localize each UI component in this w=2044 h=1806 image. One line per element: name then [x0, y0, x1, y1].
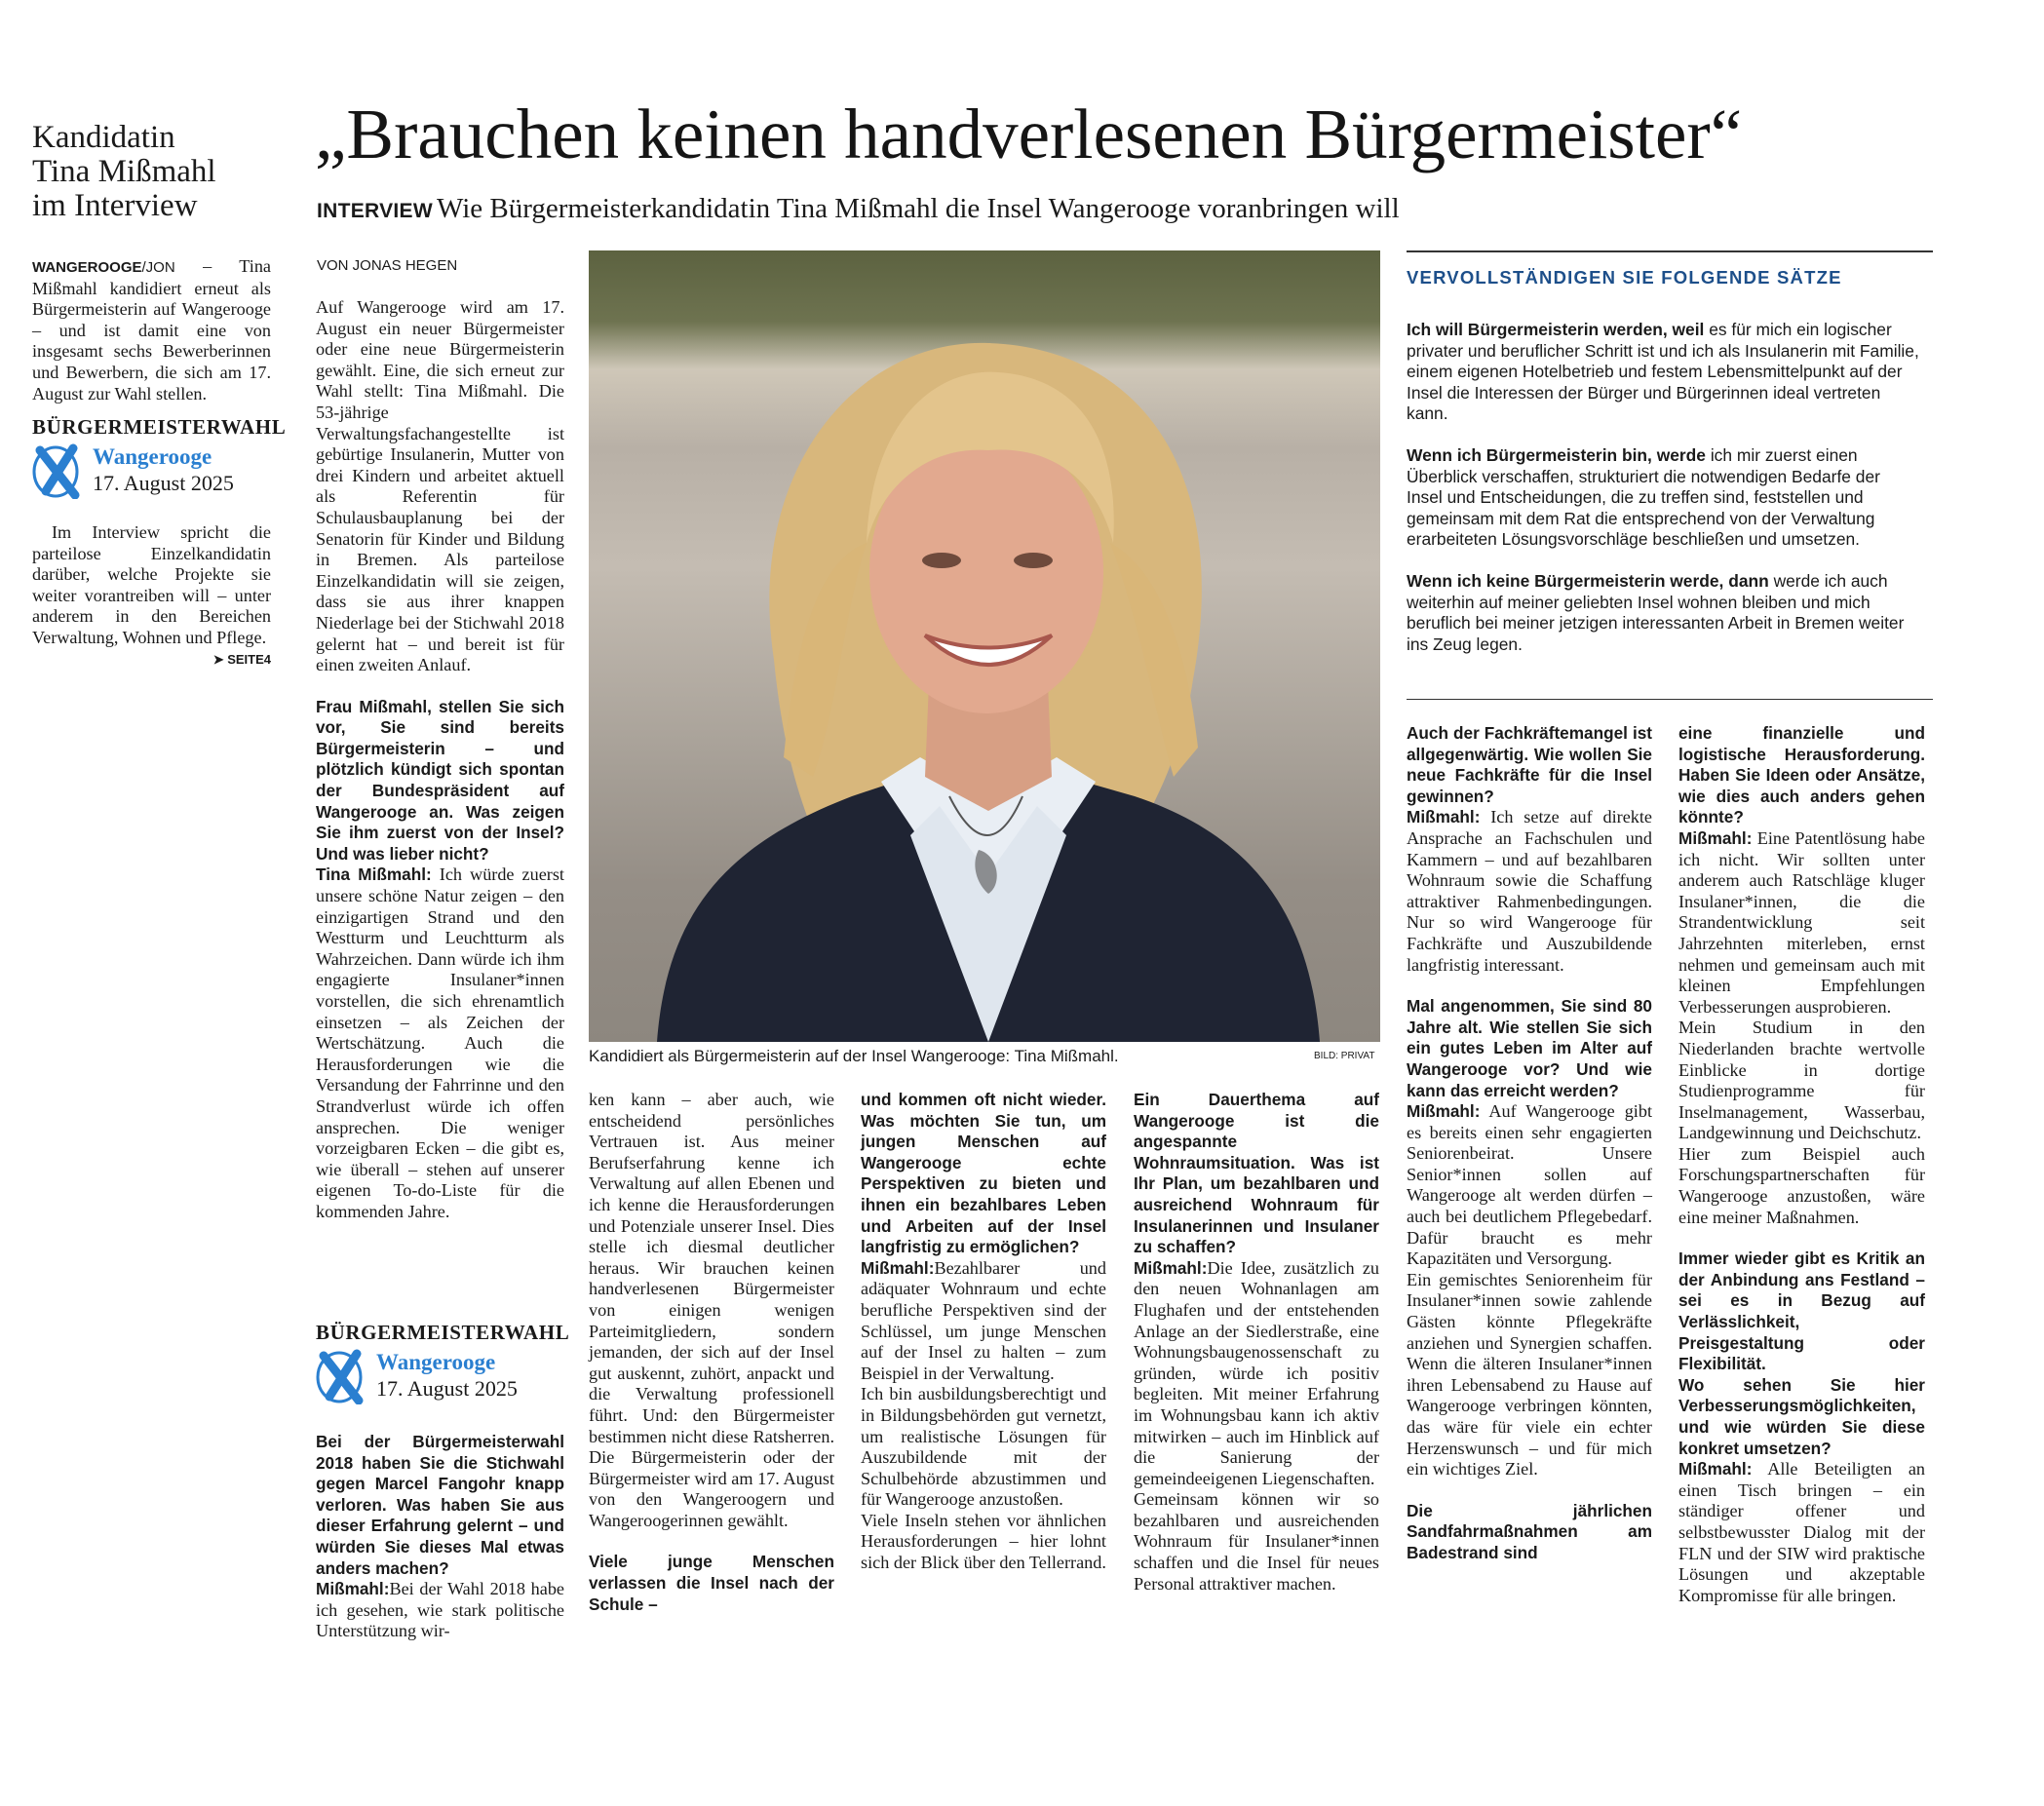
speaker: Tina Mißmahl:: [316, 865, 432, 885]
sidebar-title: [32, 121, 256, 223]
author-tag: /JON: [141, 259, 175, 276]
election-logo: [316, 1321, 570, 1408]
question: Wo sehen Sie hier Verbesserungsmöglichkeiten, und wie würden Sie diese konkret umsetzen?: [1678, 1374, 1925, 1458]
logo-place: Wangerooge: [376, 1350, 496, 1374]
speaker: Mißmahl:: [1407, 1101, 1481, 1122]
sidebar-teaser: [32, 256, 271, 404]
article-column-4: [1134, 1090, 1379, 1595]
article-column-2: [589, 1090, 834, 1615]
article-column-6: [1678, 723, 1925, 1606]
speaker: Mißmahl:: [316, 1579, 390, 1599]
article-column-3: [861, 1090, 1106, 1574]
answer: [861, 1258, 1106, 1385]
answer-text: Ich bin ausbildungsberechtigt und in Bildungsbehörden gut vernetzt, um realistische Lösungen für Auszubildende mit der Schulbehörde abzustimmen und für Wangerooge anzustoßen.: [861, 1384, 1106, 1510]
question: Die jährlichen Sandfahrmaßnahmen am Badestrand sind: [1407, 1500, 1652, 1562]
sentence-item: [1407, 320, 1920, 425]
answer-text: Alle Beteiligten an einen Tisch bringen – ein ständiger offener und selbstbewusster Dialog mit der FLN und der SIW wird praktische Lösungen und akzeptable Kompromisse für alle bringen.: [1678, 1459, 1925, 1605]
sidebar-title-line: im Interview: [32, 188, 198, 223]
question: Auch der Fachkräftemangel ist allgegenwärtig. Wie wollen Sie neue Fachkräfte für die Insel gewinnen?: [1407, 723, 1652, 806]
answer: [316, 865, 564, 1222]
speaker: Mißmahl:: [1678, 1459, 1753, 1479]
question: und kommen oft nicht wieder. Was möchten Sie tun, um jungen Menschen auf Wangerooge echte Perspektiven zu bieten und ihnen ein bezahlbares Leben und Arbeiten auf der Insel langfristig zu ermöglichen?: [861, 1090, 1106, 1257]
answer-text: Bezahlbarer und adäquater Wohnraum und echte berufliche Perspektiven sind der Schlüssel, um junge Menschen auf der Insel zu halten – zum Beispiel in der Verwaltung.: [861, 1257, 1106, 1383]
sentence-item: [1407, 445, 1920, 551]
answer-text: Ich setze auf direkte Ansprache an Fachschulen und Kammern – und auf bezahlbaren Wohnraum sowie die Schaffung attraktiver Rahmenbedingungen. Nur so wird Wangerooge für Fachkräfte und Auszubildende langfristig interessant.: [1407, 807, 1652, 975]
sentence-lead: Wenn ich keine Bürgermeisterin werde, dann: [1407, 570, 1769, 591]
answer-text: Ich würde zuerst unsere schöne Natur zeigen – den einzigartigen Strand und den Westturm und Leuchtturm als Wahrzeichen. Dann würde ich ihm engagierte Insulaner*innen vorstellen, die sich ehrenamtlich einsetzen – als Zeichen der Wertschätzung. Auch die Herausforderungen wie die Versandung der Fahrrinne und den Strandverlust würde ich offen ansprechen. Die weniger vorzeigbaren Ecken – die gibt es, wie überall – stehen auf unserer eigenen To-do-Liste für die kommenden Jahre.: [316, 865, 564, 1221]
question: Frau Mißmahl, stellen Sie sich vor, Sie sind bereits Bürgermeisterin – und plötzlich kündigt sich spontan der Bundespräsident auf Wangerooge an. Was zeigen Sie ihm zuerst von der Insel? Und was lieber nicht?: [316, 696, 564, 864]
answer-text: Eine Patentlösung habe ich nicht. Wir sollten unter anderem auch Ratschläge kluger Insulaner*innen, die die Strandentwicklung seit Jahrzehnten miterleben, ernst nehmen und gemeinsam auch mit kleinen Empfehlungen Verbesserungen ausprobieren.: [1678, 827, 1925, 1017]
photo-credit: BILD: PRIVAT: [1314, 1051, 1375, 1061]
logo-date: 17. August 2025: [376, 1376, 518, 1401]
answer-text: Hier zum Beispiel auch Forschungspartnerschaften für Wangerooge anzustoßen, wäre eine meiner Maßnahmen.: [1678, 1143, 1925, 1227]
logo-title: BÜRGERMEISTERWAHL: [32, 415, 287, 439]
portrait-illustration: [589, 250, 1380, 1042]
question: eine finanzielle und logistische Herausforderung. Haben Sie Ideen oder Ansätze, wie dies auch anders gehen könnte?: [1678, 723, 1925, 827]
byline: VON JONAS HEGEN: [317, 257, 458, 274]
answer-text: Ein gemischtes Seniorenheim für Insulaner*innen sowie zahlende Gästen könnte Pflegekräfte anziehen und Synergien schaffen. Wenn die älteren Insulaner*innen ihren Lebensabend zu Hause auf Wangerooge verbringen könnten, das wäre für viele ein echter Herzenswunsch – und für mich ein wichtiges Ziel.: [1407, 1269, 1652, 1479]
answer: [1407, 1101, 1652, 1270]
answer: [1678, 828, 1925, 1018]
speaker: Mißmahl:: [1678, 827, 1753, 848]
answer-text: Auf Wangerooge gibt es bereits einen sehr engagierten Seniorenbeirat. Unsere Senior*innen sollen auf Wangerooge alt werden dürfen – auch bei deutlichem Pflegebedarf. Dafür braucht es mehr Kapazitäten und Versorgung.: [1407, 1101, 1652, 1269]
info-box: [1407, 320, 1920, 655]
sidebar-body: [32, 522, 271, 670]
intro-paragraph: Auf Wangerooge wird am 17. August ein neuer Bürgermeister oder eine neue Bürgermeisterin gewählt. Eine, die sich erneut zur Wahl stellt: Tina Mißmahl. Die 53-jährige Verwaltungsfachangestellte ist gebürtige Insulanerin, Mutter von drei Kindern und arbeitet aktuell als Referentin für Schulausbauplanung bei der Senatorin für Kinder und Bildung in Bremen. Als parteilose Einzelkandidatin will sie zeigen, dass sie aus ihrer knappen Niederlage bei der Stichwahl 2018 gelernt hat – und bereit ist für einen zweiten Anlauf.: [316, 297, 564, 675]
question: Mal angenommen, Sie sind 80 Jahre alt. Wie stellen Sie sich ein gutes Leben im Alter auf Wangerooge vor? Und wie kann das erreicht werden?: [1407, 996, 1652, 1100]
answer: [1407, 807, 1652, 976]
question: Bei der Bürgermeisterwahl 2018 haben Sie die Stichwahl gegen Marcel Fangohr knapp verloren. Was haben Sie aus dieser Erfahrung gelernt – und würden Sie dieses Mal etwas anders machen?: [316, 1432, 564, 1578]
page-reference[interactable]: ➤ SEITE4: [212, 651, 271, 667]
answer-text: Gemeinsam können wir so bezahlbaren und ausreichenden Wohnraum für Insulaner*innen schaffen und die Insel für neues Personal attraktiver machen.: [1134, 1489, 1379, 1594]
answer-text: Mein Studium in den Niederlanden brachte wertvolle Einblicke in dortige Studienprogramme für Inselmanagement, Wasserbau, Landgewinnung und Deichschutz.: [1678, 1018, 1925, 1143]
headline: „Brauchen keinen handverlesenen Bürgermeister“: [315, 95, 1743, 173]
article-column-1-lower: [316, 1432, 564, 1642]
election-logo: [32, 415, 287, 503]
ballot-cross-icon: [316, 1348, 366, 1404]
sidebar-title-line: Tina Mißmahl: [32, 154, 216, 189]
subheadline-text: Wie Bürgermeisterkandidatin Tina Mißmahl die Insel Wangerooge voranbringen will: [437, 193, 1400, 224]
answer-text: ken kann – aber auch, wie entscheidend persönliches Vertrauen ist. Aus meiner Berufserfahrung kenne ich Verwaltung auf allen Ebenen und ich kenne die Herausforderungen und Potenziale unserer Insel. Dies stelle ich diesmal deutlicher heraus. Wir brauchen keinen handverlesenen Bürgermeister von einigen wenigen Parteimitgliedern, sondern jemanden, der sich auf der Insel gut auskennt, zuhört, anpackt und die Verwaltung professionell führt. Und: den Bürgermeister bestimmen nicht diese Ratsherren. Die Bürgermeisterin oder der Bürgermeister wird am 17. August von den Wangeroogern und Wangeroogerinnen gewählt.: [589, 1090, 834, 1530]
logo-title: BÜRGERMEISTERWAHL: [316, 1321, 570, 1344]
info-box-bottom-rule: [1407, 699, 1933, 700]
answer: [1134, 1258, 1379, 1490]
answer-text: Bei der Wahl 2018 habe ich gesehen, wie stark politische Unterstützung wir-: [316, 1579, 564, 1641]
sentence-item: [1407, 571, 1920, 655]
portrait-photo: [589, 250, 1380, 1042]
sentence-lead: Wenn ich Bürgermeisterin bin, werde: [1407, 444, 1706, 465]
sentence-text: es für mich ein logischer privater und beruflicher Schritt ist und ich als Insulanerin mit Familie, einem eigenen Hotelbetrieb und festem Lebensmittelpunkt auf der Insel die Interessen der Bürger und Bürgerinnen ideal vertreten kann.: [1407, 320, 1919, 424]
subheadline: [317, 193, 1974, 225]
speaker: Mißmahl:: [1407, 807, 1481, 827]
ballot-cross-icon: [32, 442, 83, 499]
speaker: Mißmahl:: [861, 1257, 935, 1278]
info-box-title: VERVOLLSTÄNDIGEN SIE FOLGENDE SÄTZE: [1407, 267, 1842, 288]
answer: [316, 1579, 564, 1642]
sidebar-body-text: Im Interview spricht die parteilose Einzelkandidatin darüber, welche Projekte sie weiter vorantreiben will – unter anderem in den Bereichen Verwaltung, Wohnen und Pflege.: [32, 522, 271, 647]
answer: [1678, 1459, 1925, 1606]
article-column-5: [1407, 723, 1652, 1564]
answer-text: Viele Inseln stehen vor ähnlichen Herausforderungen – hier lohnt sich der Blick über den Tellerrand.: [861, 1510, 1106, 1573]
dateline: WANGEROOGE: [32, 259, 142, 276]
sidebar-title-line: Kandidatin: [32, 120, 175, 155]
question: Ein Dauerthema auf Wangerooge ist die angespannte Wohnraumsituation. Was ist Ihr Plan, um bezahlbaren und ausreichend Wohnraum für Insulanerinnen und Insulaner zu schaffen?: [1134, 1090, 1379, 1257]
teaser-text: – Tina Mißmahl kandidiert erneut als Bürgermeisterin auf Wangerooge – und ist damit eine von insgesamt sechs Bewerberinnen und Bewerbern, die sich am 17. August zur Wahl stellen.: [32, 256, 271, 403]
sentence-lead: Ich will Bürgermeisterin werden, weil: [1407, 320, 1705, 339]
question: Immer wieder gibt es Kritik an der Anbindung ans Festland – sei es in Bezug auf Verlässlichkeit, Preisgestaltung oder Flexibilität.: [1678, 1249, 1925, 1374]
sentence-text: ich mir zuerst einen Überblick verschaffen, strukturiert die notwendigen Bedarfe der Insel und Entscheidungen, die zu treffen sind, feststellen und gemeinsam mit dem Rat die entsprechend von der Verwaltung erarbeiteten Lösungsvorschläge beschließen und umsetzen.: [1407, 444, 1880, 550]
info-box-top-rule: [1407, 250, 1933, 252]
article-column-1: [316, 297, 564, 1223]
photo-caption: Kandidiert als Bürgermeisterin auf der Insel Wangerooge: Tina Mißmahl.: [589, 1047, 1119, 1065]
kicker: INTERVIEW: [317, 200, 433, 222]
logo-place: Wangerooge: [93, 444, 212, 469]
answer-text: Die Idee, zusätzlich zu den neuen Wohnanlagen am Flughafen und der entstehenden Anlage an der Siedlerstraße, eine Wohnungsbaugenossenschaft zu gründen, würde ich positiv begleiten. Mit meiner Erfahrung im Wohnungsbau kann ich aktiv mitwirken – auch im Hinblick auf die Sanierung der gemeindeeigenen Liegenschaften.: [1134, 1257, 1379, 1488]
logo-date: 17. August 2025: [93, 471, 234, 495]
sentence-text: werde ich auch weiterhin auf meiner geliebten Insel wohnen bleiben und mich beruflich bei meiner jetzigen interessanten Arbeit in Bremen weiter ins Zeug legen.: [1407, 570, 1905, 654]
speaker: Mißmahl:: [1134, 1257, 1208, 1278]
question: Viele junge Menschen verlassen die Insel nach der Schule –: [589, 1552, 834, 1614]
